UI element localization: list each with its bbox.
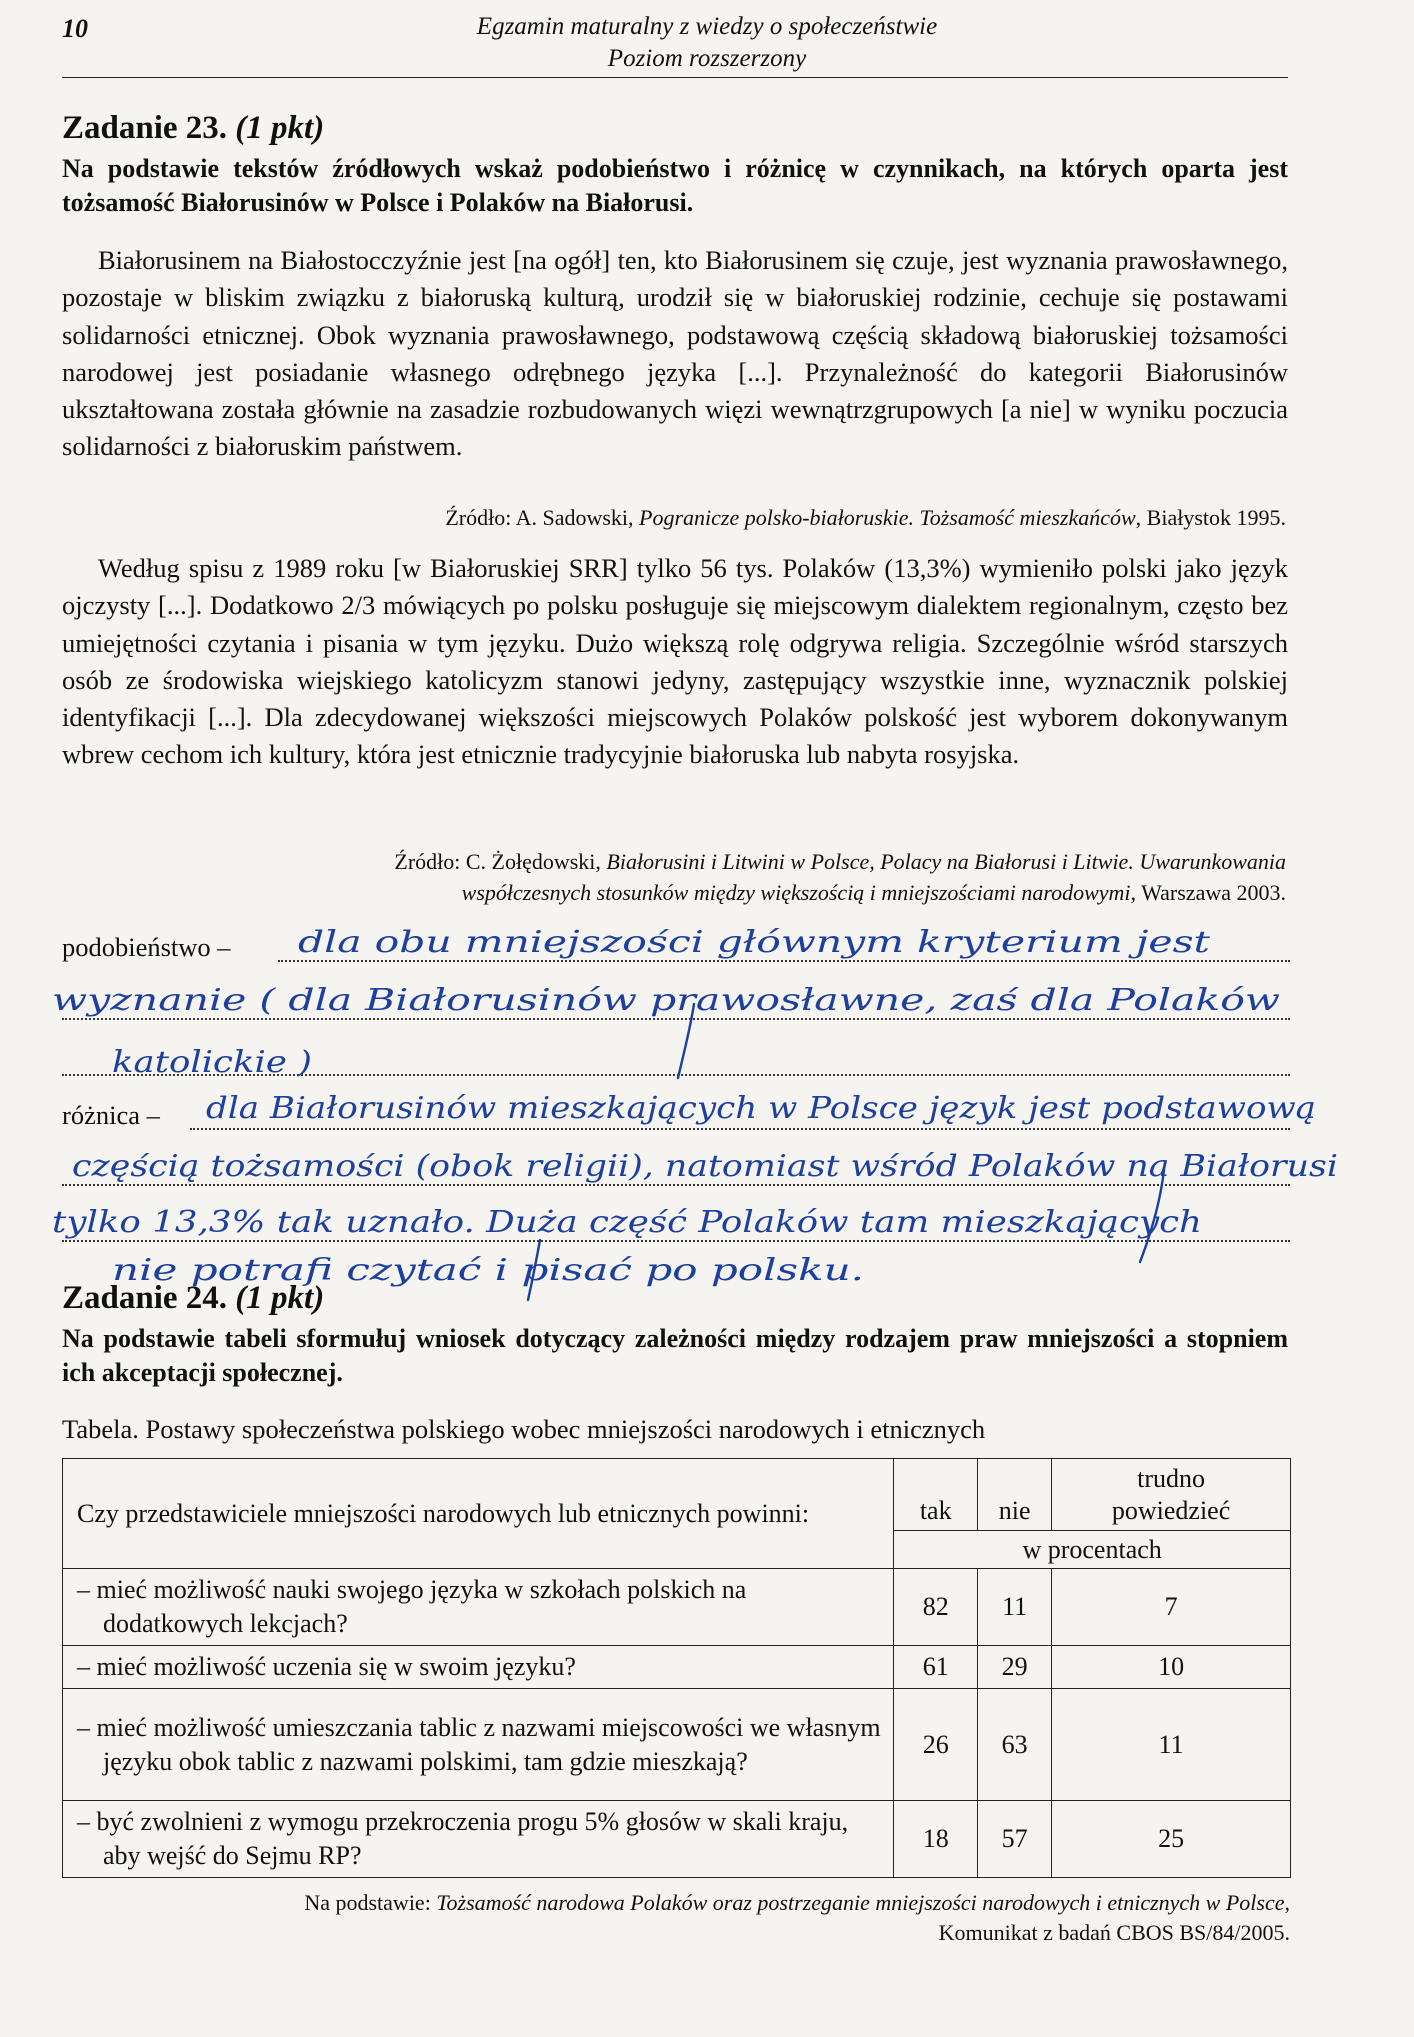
- question-header: Czy przedstawiciele mniejszości narodowych lub etnicznych powinni:: [63, 1459, 894, 1569]
- row-hard: 10: [1052, 1646, 1291, 1689]
- col-header-hard-to-say: [1052, 1459, 1291, 1531]
- unit-label: w procentach: [894, 1531, 1291, 1569]
- row-hard: 7: [1052, 1569, 1291, 1646]
- row-question: [63, 1801, 894, 1878]
- col-header-hard-line1: trudno: [1137, 1463, 1205, 1493]
- row-yes: 61: [894, 1646, 978, 1689]
- table-row: [63, 1689, 1291, 1801]
- table-caption: Tabela. Postawy społeczeństwa polskiego wobec mniejszości narodowych i etnicznych: [62, 1414, 986, 1444]
- row-yes: 26: [894, 1689, 978, 1801]
- exam-title: Egzamin maturalny z wiedzy o społeczeństwie: [476, 13, 938, 40]
- difference-answer-line-4: nie potrafi czytać i pisać po polsku.: [112, 1253, 864, 1288]
- source2-title-1: Białorusini i Litwini w Polsce, Polacy na Białorusi i Litwie. Uwarunkowania: [606, 849, 1286, 874]
- difference-answer-line-2: częścią tożsamości (obok religii), natomiast wśród Polaków na Białorusi: [72, 1149, 1338, 1184]
- task23-points: (1 pkt): [235, 110, 325, 146]
- row-no: 63: [978, 1689, 1052, 1801]
- row-no: 11: [978, 1569, 1052, 1646]
- attitudes-table: [62, 1458, 1291, 1878]
- row-question-text: – mieć możliwość umieszczania tablic z nazwami miejscowości we własnym języku obok tablic z nazwami polskimi, tam gdzie mieszkają?: [77, 1712, 881, 1776]
- row-question-text: – mieć możliwość nauki swojego języka w szkołach polskich na dodatkowych lekcjach?: [77, 1575, 747, 1638]
- col-header-hard-line2: powiedzieć: [1111, 1495, 1231, 1525]
- similarity-answer-line-3: katolickie ): [112, 1045, 312, 1080]
- col-header-yes: tak: [894, 1459, 978, 1531]
- row-hard: 11: [1052, 1689, 1291, 1801]
- table-row: [63, 1569, 1291, 1646]
- row-question-text: – być zwolnieni z wymogu przekroczenia progu 5% głosów w skali kraju, aby wejść do Sejmu RP?: [77, 1807, 849, 1870]
- table-source-line-1: [304, 1890, 1290, 1916]
- source-text-2: Według spisu z 1989 roku [w Białoruskiej SRR] tylko 56 tys. Polaków (13,3%) wymieniło polski jako język ojczysty [...]. Dodatkowo 2/3 mówiących po polsku posługuje się miejscowym dialektem regionalnym, często bez umiejętności czytania i pisania w tym języku. Dużo większą rolę odgrywa religia. Szczególnie wśród starszych osób ze środowiska wiejskiego katolicyzm stanowi jedyny, zastępujący wszystkie inne, wyznacznik polskiej identyfikacji [...]. Dla zdecydowanej większości miejscowych Polaków polskość jest wyborem dokonywanym wbrew cechom ich kultury, która jest etnicznie tradycyjnie białoruska lub nabyta rosyjska.: [62, 553, 1288, 770]
- source1-title: Pogranicze polsko-białoruskie. Tożsamość mieszkańców: [639, 505, 1136, 530]
- row-no: 57: [978, 1801, 1052, 1878]
- source2-suffix: , Warszawa 2003.: [1130, 880, 1286, 905]
- task24-instruction: Na podstawie tabeli sformułuj wniosek dotyczący zależności między rodzajem praw mniejszości a stopniem ich akceptacji społecznej.: [62, 1324, 1288, 1387]
- source1-suffix: , Białystok 1995.: [1135, 505, 1286, 530]
- table-row: [63, 1646, 1291, 1689]
- row-hard: 25: [1052, 1801, 1291, 1878]
- difference-answer-line-1: dla Białorusinów mieszkających w Polsce język jest podstawową: [206, 1091, 1316, 1126]
- exam-level: Poziom rozszerzony: [607, 45, 807, 72]
- task23-number: Zadanie 23.: [62, 110, 228, 146]
- table-source-line-2: Komunikat z badań CBOS BS/84/2005.: [938, 1920, 1290, 1945]
- similarity-answer-line-2: wyznanie ( dla Białorusinów prawosławne, zaś dla Polaków: [52, 983, 1281, 1018]
- task24-points: (1 pkt): [235, 1280, 325, 1316]
- similarity-answer-line-1: dla obu mniejszości głównym kryterium jest: [298, 925, 1212, 960]
- task23-instruction: Na podstawie tekstów źródłowych wskaż podobieństwo i różnicę w czynnikach, na których oparta jest tożsamość Białorusinów w Polsce i Polaków na Białorusi.: [62, 154, 1288, 217]
- task24-title: [62, 1280, 324, 1317]
- row-no: 29: [978, 1646, 1052, 1689]
- similarity-label: podobieństwo –: [62, 932, 231, 962]
- difference-label: różnica –: [62, 1100, 160, 1130]
- source2-title-2: współczesnych stosunków między większością i mniejszościami narodowymi: [461, 880, 1131, 905]
- footnote-prefix: Na podstawie:: [304, 1890, 437, 1915]
- row-question: [63, 1569, 894, 1646]
- col-header-no: nie: [978, 1459, 1052, 1531]
- table-header-row: [63, 1459, 1291, 1531]
- footnote-comma: ,: [1284, 1890, 1290, 1915]
- row-question: [63, 1689, 894, 1801]
- source-text-1: Białorusinem na Białostocczyźnie jest [na ogół] ten, kto Białorusinem się czuje, jest wyznania prawosławnego, pozostaje w bliskim związku z białoruską kulturą, urodził się w białoruskiej rodzinie, cechuje się postawami solidarności etnicznej. Obok wyznania prawosławnego, podstawową częścią składową białoruskiej tożsamości narodowej jest posiadanie własnego odrębnego języka [...]. Przynależność do kategorii Białorusinów ukształtowana została głównie na zasadzie rozbudowanych więzi wewnątrzgrupowych [a nie] w wyniku poczucia solidarności z białoruskim państwem.: [62, 245, 1288, 462]
- row-question-text: – mieć możliwość uczenia się w swoim języku?: [77, 1652, 576, 1681]
- difference-answer-line-3: tylko 13,3% tak uznało. Duża część Polaków tam mieszkających: [52, 1205, 1202, 1240]
- row-question: [63, 1646, 894, 1689]
- source1-prefix: Źródło: A. Sadowski,: [445, 505, 640, 530]
- table-row: [63, 1801, 1291, 1878]
- row-yes: 82: [894, 1569, 978, 1646]
- task24-number: Zadanie 24.: [62, 1280, 228, 1316]
- footnote-title: Tożsamość narodowa Polaków oraz postrzeganie mniejszości narodowych i etnicznych w Polsce: [436, 1890, 1285, 1915]
- row-yes: 18: [894, 1801, 978, 1878]
- source2-prefix: Źródło: C. Żołędowski,: [394, 849, 607, 874]
- page-number: 10: [62, 14, 88, 43]
